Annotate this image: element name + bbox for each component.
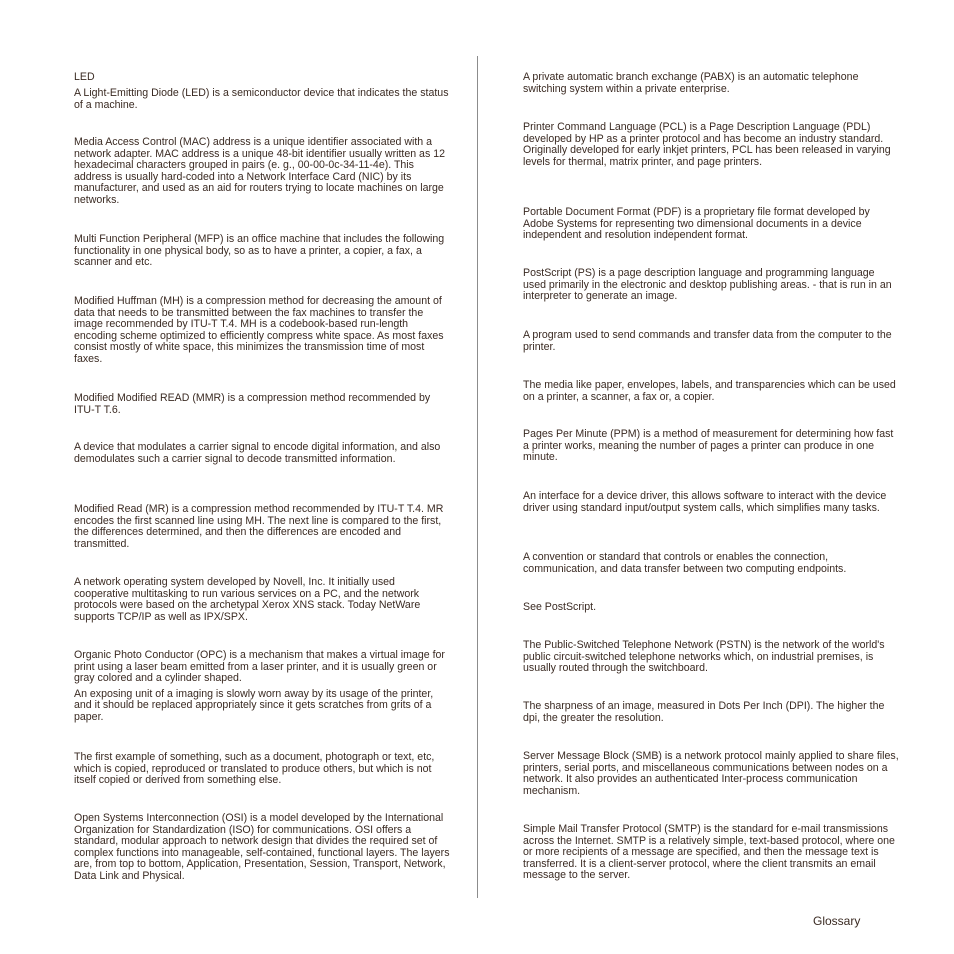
glossary-definition: A Light-Emitting Diode (LED) is a semiconductor device that indicates the status of a machine. — [74, 87, 449, 111]
glossary-definition: Multi Function Peripheral (MFP) is an office machine that includes the following functionality in one physical body, so as to have a printer, a copier, a fax, a scanner and etc. — [74, 233, 445, 269]
glossary-entry — [523, 751, 899, 797]
glossary-term: LED — [74, 71, 95, 83]
glossary-definition: An interface for a device driver, this allows software to interact with the device driver using standard input/output system calls, which simplifies many tasks. — [523, 490, 887, 514]
glossary-entry — [523, 72, 899, 95]
glossary-definition: A device that modulates a carrier signal to encode digital information, and also demodulates such a carrier signal to decode transmitted information. — [74, 441, 441, 465]
glossary-definition: Simple Mail Transfer Protocol (SMTP) is the standard for e-mail transmissions across the Internet. SMTP is a relatively simple, text-based protocol, where one or more recipients of a message are specified, and then the message text is transferred. It is a client-server protocol, where the client transmits an email message to the server. — [523, 823, 895, 882]
glossary-entry — [74, 296, 452, 366]
glossary-entry — [523, 122, 899, 168]
glossary-entry — [74, 88, 452, 111]
glossary-definition: Server Message Block (SMB) is a network protocol mainly applied to share files, printers, serial ports, and miscellaneous communications between nodes on a network. It also provides an authenticated Inter-process communication mechanism. — [523, 750, 899, 797]
glossary-entry — [523, 602, 899, 614]
glossary-entry — [523, 640, 899, 675]
glossary-definition: A program used to send commands and transfer data from the computer to the printer. — [523, 329, 892, 353]
glossary-definition: The Public-Switched Telephone Network (PSTN) is the network of the world's public circuit-switched telephone networks which, on industrial premises, is usually routed through the switchboard. — [523, 639, 885, 675]
glossary-entry — [74, 234, 452, 269]
glossary-definition: Printer Command Language (PCL) is a Page Description Language (PDL) developed by HP as a printer protocol and has become an industry standard. Originally developed for early inkjet printers, PCL has been released in varying levels for thermal, matrix printer, and page printers. — [523, 121, 891, 168]
glossary-entry — [74, 577, 452, 623]
glossary-entry — [74, 442, 452, 465]
glossary-entry — [523, 701, 899, 724]
glossary-definition: An exposing unit of a imaging is slowly worn away by its usage of the printer, and it should be replaced appropriately since it gets scratches from grits of a paper. — [74, 687, 434, 723]
glossary-entry — [74, 137, 452, 207]
glossary-definition: Open Systems Interconnection (OSI) is a model developed by the International Organization for Standardization (ISO) for communications. OSI offers a standard, modular approach to network design that divides the required set of complex functions into manageable, self-contained, functional layers. The layers are, from top to bottom, Application, Presentation, Session, Transport, Network, Data Link and Physical. — [74, 812, 450, 882]
glossary-entry — [74, 813, 452, 883]
column-divider — [477, 56, 478, 898]
glossary-definition: Organic Photo Conductor (OPC) is a mechanism that makes a virtual image for print using a laser beam emitted from a laser printer, and it is usually green or gray colored and a cylinder shaped. — [74, 649, 445, 685]
glossary-entry — [523, 380, 899, 403]
glossary-definition: Pages Per Minute (PPM) is a method of measurement for determining how fast a printer works, meaning the number of pages a printer can produce in one minute. — [523, 428, 894, 464]
glossary-entry — [523, 207, 899, 242]
glossary-definition: Modified Modified READ (MMR) is a compression method recommended by ITU-T T.6. — [74, 392, 431, 416]
glossary-entry — [523, 330, 899, 353]
glossary-entry — [523, 268, 899, 303]
footer-section-label: Glossary — [813, 914, 861, 928]
glossary-definition: Modified Read (MR) is a compression method recommended by ITU-T T.4. MR encodes the first scanned line using MH. The next line is compared to the first, the differences determined, and then the differences are encoded and transmitted. — [74, 503, 444, 550]
glossary-definition: See PostScript. — [523, 601, 597, 613]
glossary-entry — [74, 752, 452, 787]
glossary-definition: A private automatic branch exchange (PABX) is an automatic telephone switching system within a private enterprise. — [523, 71, 859, 95]
glossary-entry — [74, 650, 452, 724]
glossary-definition: The first example of something, such as a document, photograph or text, etc, which is copied, reproduced or translated to produce others, but which is not itself copied or derived from something else. — [74, 751, 435, 787]
glossary-entry — [523, 491, 899, 514]
glossary-entry — [74, 504, 452, 550]
glossary-definition: A convention or standard that controls or enables the connection, communication, and data transfer between two computing endpoints. — [523, 551, 847, 575]
glossary-definition: The sharpness of an image, measured in Dots Per Inch (DPI). The higher the dpi, the greater the resolution. — [523, 700, 885, 724]
glossary-entry — [523, 824, 899, 882]
glossary-definition: A network operating system developed by Novell, Inc. It initially used cooperative multitasking to run various services on a PC, and the network protocols were based on the archetypal Xerox XNS stack. Today NetWare supports TCP/IP as well as IPX/SPX. — [74, 576, 421, 623]
glossary-definition: Modified Huffman (MH) is a compression method for decreasing the amount of data that needs to be transmitted between the fax machines to transfer the image recommended by ITU-T T.4. MH is a codebook-based run-length encoding scheme optimized to efficiently compress white space. As most faxes consist mostly of white space, this minimizes the transmission time of most faxes. — [74, 295, 444, 365]
glossary-definition: The media like paper, envelopes, labels, and transparencies which can be used on a printer, a scanner, a fax or, a copier. — [523, 379, 896, 403]
glossary-entry — [523, 552, 899, 575]
glossary-entry — [74, 72, 452, 84]
glossary-definition: Portable Document Format (PDF) is a proprietary file format developed by Adobe Systems for representing two dimensional documents in a device independent and resolution independent format. — [523, 206, 870, 242]
glossary-entry — [523, 429, 899, 464]
glossary-definition: PostScript (PS) is a page description language and programming language used primarily in the electronic and desktop publishing areas. - that is run in an interpreter to generate an image. — [523, 267, 892, 303]
glossary-definition: Media Access Control (MAC) address is a unique identifier associated with a network adapter. MAC address is a unique 48-bit identifier usually written as 12 hexadecimal characters grouped in pairs (e. g., 00-00-0c-34-11-4e). This address is usually hard-coded into a Network Interface Card (NIC) by its manufacturer, and used as an aid for routers trying to locate machines on large networks. — [74, 136, 445, 206]
glossary-entry — [74, 393, 452, 416]
